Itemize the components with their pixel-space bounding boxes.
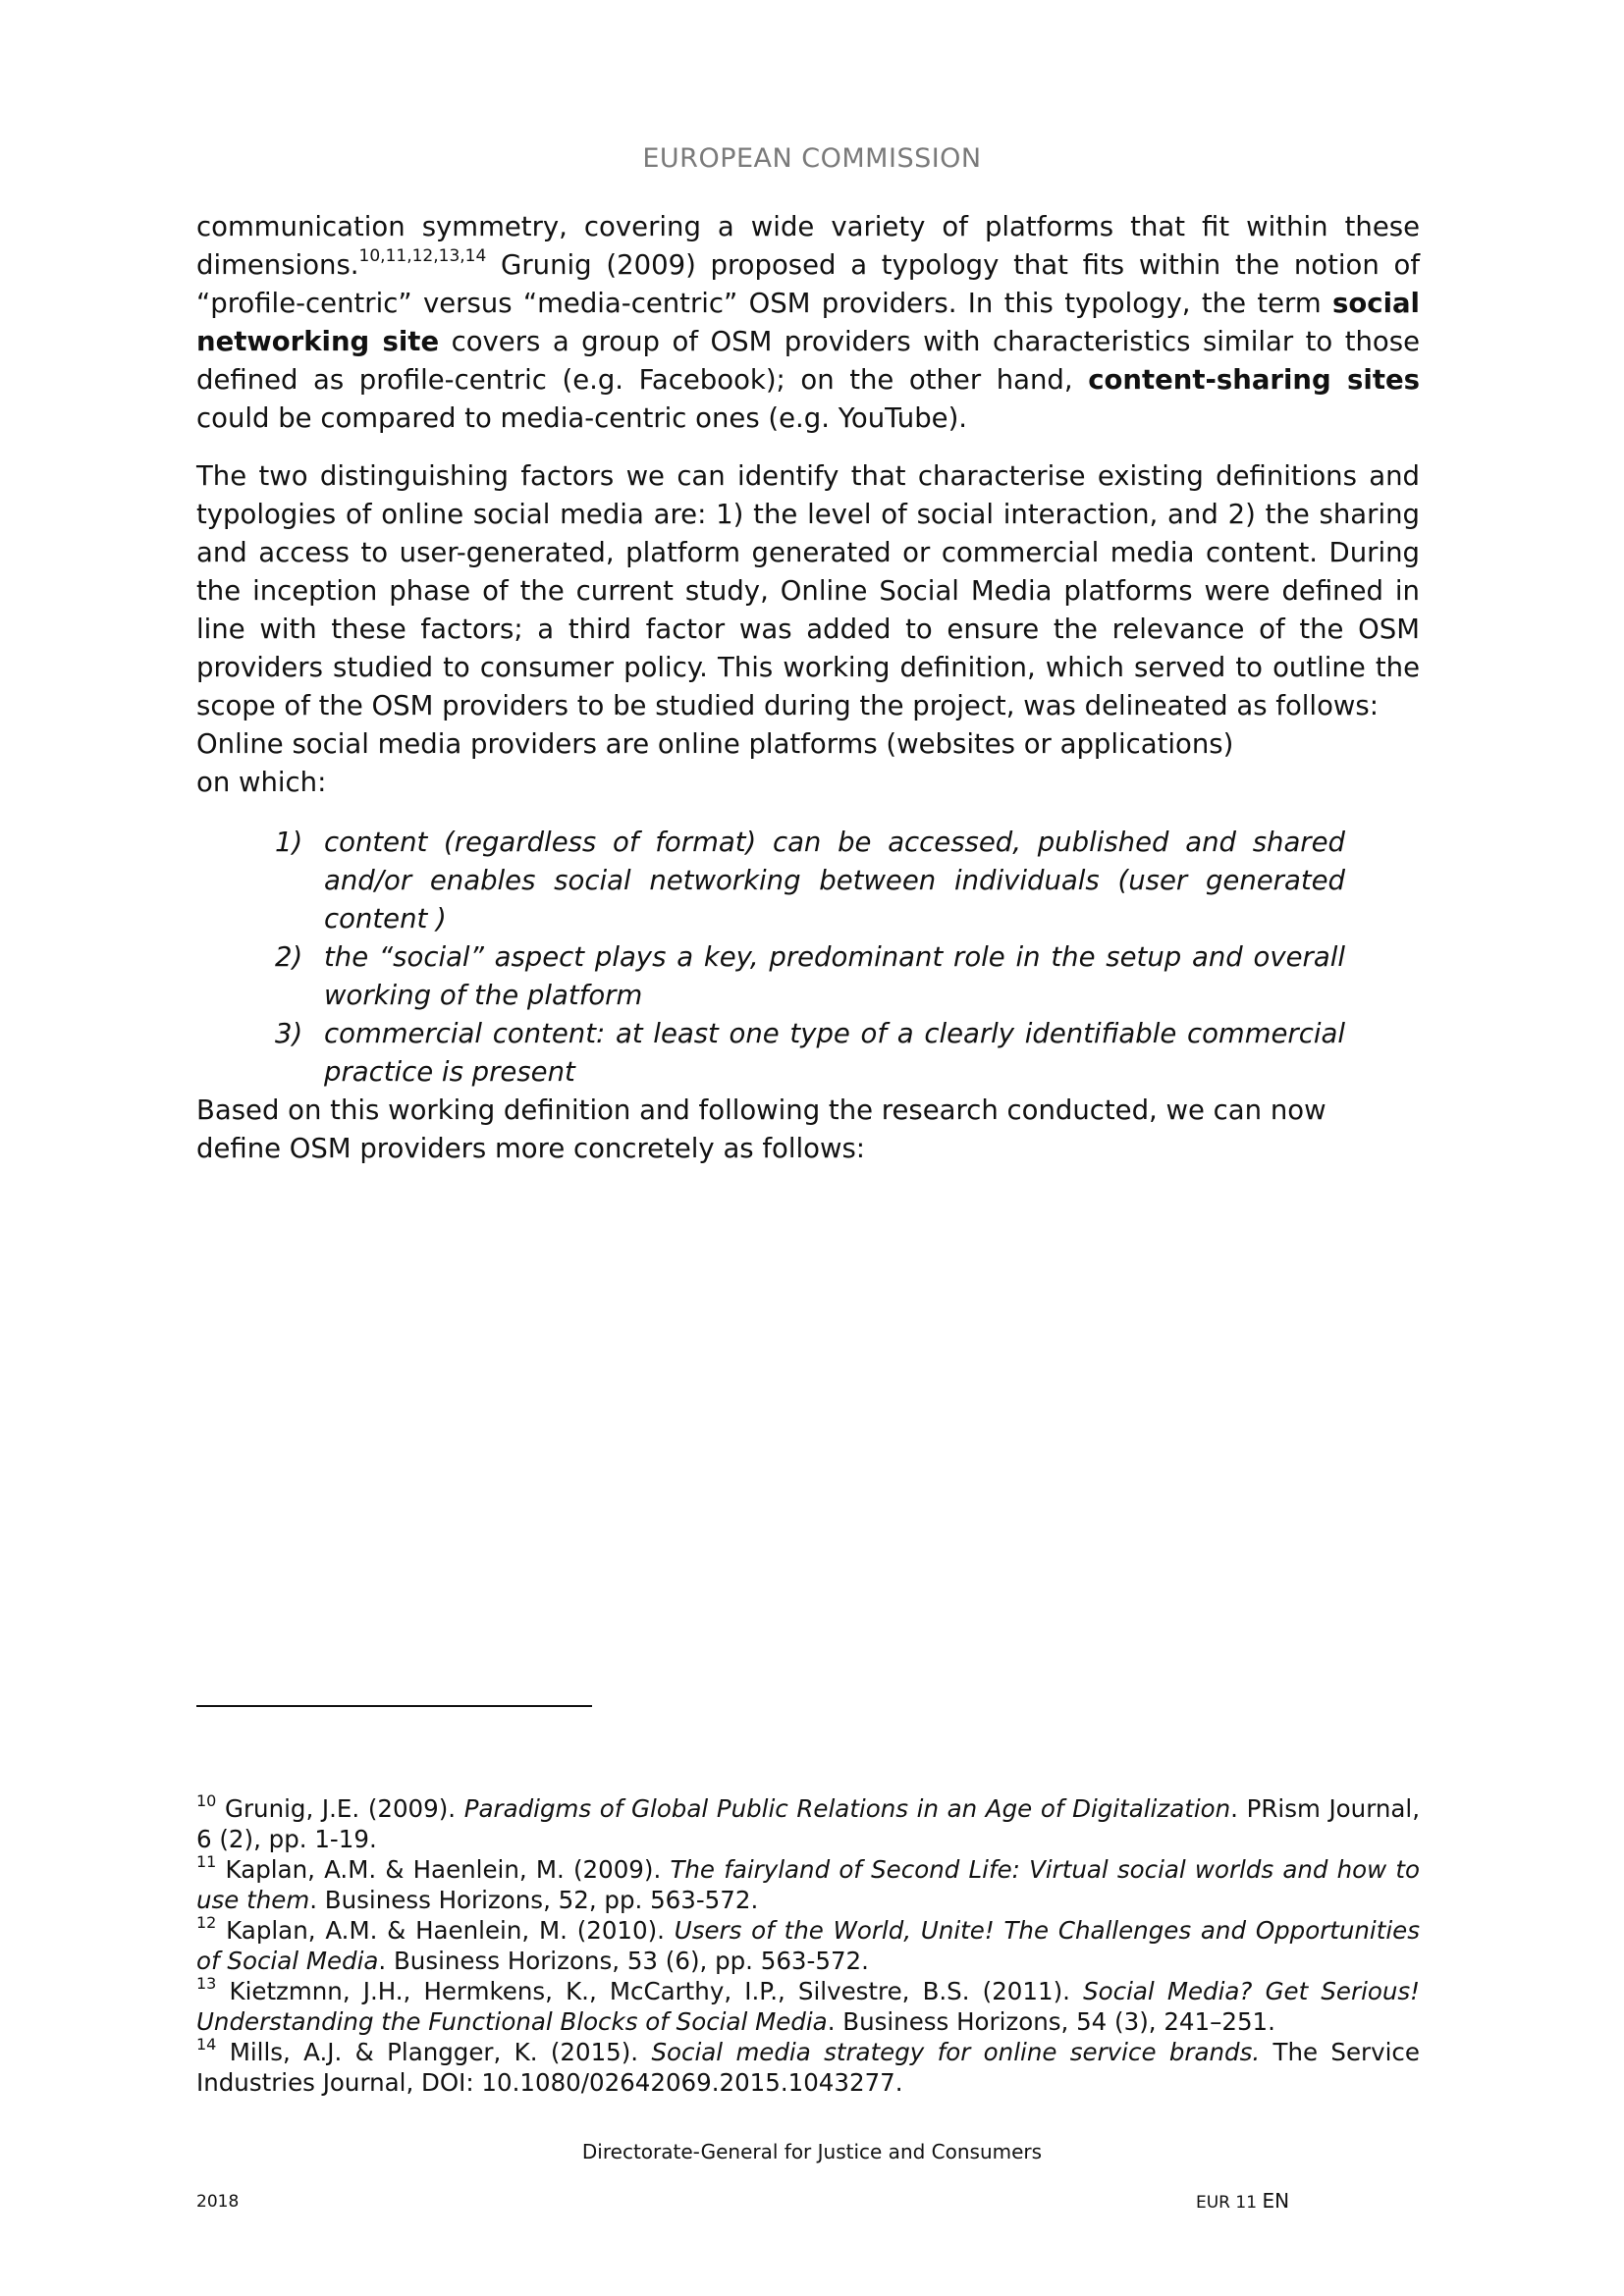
list-item	[275, 824, 1345, 938]
footnote-11	[196, 1854, 1420, 1915]
footnote-text: Mills, A.J. & Plangger, K. (2015).	[216, 2038, 652, 2066]
footnote-text: Grunig, J.E. (2009).	[216, 1794, 464, 1823]
footnote-title: Social Media? Get Serious! Understanding the Functional Blocks of Social Media	[196, 1977, 1420, 2036]
paragraph-1-text-a: communication symmetry, covering a wide variety of platforms that fit within these dimensions.	[196, 211, 1420, 281]
list-item-number: 1)	[275, 827, 303, 858]
paragraph-1-text-b: Grunig (2009) proposed a typology that fits within the notion of “profile-centric” versus “media-centric” OSM providers. In this typology, the term	[196, 249, 1420, 319]
list-item	[275, 938, 1345, 1015]
list-item-number: 2)	[275, 941, 303, 973]
footnote-separator	[196, 1705, 592, 1707]
list-item	[275, 1015, 1345, 1092]
footnote-number: 11	[196, 1852, 217, 1871]
footnotes	[196, 1793, 1420, 2098]
footnote-number: 10	[196, 1791, 217, 1810]
list-item-number: 3)	[275, 1018, 303, 1049]
footnote-title: Paradigms of Global Public Relations in an Age of Digitalization	[463, 1794, 1231, 1823]
footnote-12	[196, 1915, 1420, 1976]
list-item-text: content (regardless of format) can be accessed, published and shared and/or enables social networking between individuals (user generated content )	[324, 827, 1345, 934]
paragraph-3: Based on this working definition and following the research conducted, we can now define OSM providers more concretely as follows:	[196, 1095, 1326, 1164]
footer-ref: EUR 11	[1196, 2193, 1258, 2213]
footnote-13	[196, 1976, 1420, 2037]
footnote-text: . Business Horizons, 53 (6), pp. 563-572.	[378, 1947, 869, 1975]
footnote-number: 12	[196, 1913, 217, 1932]
footer-year: 2018	[196, 2192, 240, 2212]
page-header: EUROPEAN COMMISSION	[642, 143, 982, 174]
footnote-text: . PRism Journal, 6 (2), pp. 1-19.	[196, 1794, 1420, 1853]
footnote-14	[196, 2037, 1420, 2098]
main-content	[196, 208, 1420, 1168]
definition-intro: Online social media providers are online platforms (websites or applications) on which:	[196, 728, 1234, 798]
paragraph-2: The two distinguishing factors we can identify that characterise existing definitions and typologies of online social media are: 1) the level of social interaction, and 2) the sharing and access to user-generated, platform generated or commercial media content. During the inception phase of the current study, Online Social Media platforms were defined in line with these factors; a third factor was added to ensure the relevance of the OSM providers studied to consumer policy. This working definition, which served to outline the scope of the OSM providers to be studied during the project, was delineated as follows:	[196, 460, 1420, 721]
footnote-title: The fairyland of Second Life: Virtual social worlds and how to use them	[196, 1855, 1420, 1914]
footer-language: EN	[1262, 2189, 1290, 2213]
footnote-title: Users of the World, Unite! The Challenges and Opportunities of Social Media	[196, 1916, 1420, 1975]
footnote-title: Social media strategy for online service brands.	[651, 2038, 1261, 2066]
footnote-number: 13	[196, 1974, 217, 1993]
footnote-text: Kaplan, A.M. & Haenlein, M. (2009).	[216, 1855, 671, 1884]
footnote-10	[196, 1793, 1420, 1854]
footnote-refs: 10,11,12,13,14	[358, 246, 487, 266]
paragraph-1-text-c: covers a group of OSM providers with characteristics similar to those defined as profile-centric (e.g. Facebook); on the other hand,	[196, 326, 1420, 396]
list-item-text: the “social” aspect plays a key, predominant role in the setup and overall working of the platform	[324, 941, 1345, 1011]
footnote-text: . Business Horizons, 52, pp. 563-572.	[309, 1886, 759, 1914]
list-item-text: commercial content: at least one type of a clearly identifiable commercial practice is present	[324, 1018, 1345, 1088]
footnote-number: 14	[196, 2035, 217, 2054]
definition-list	[275, 824, 1345, 1092]
footer-reference	[1196, 2189, 1289, 2213]
paragraph-1	[196, 208, 1420, 438]
term-social-networking-site: social networking site	[196, 288, 1420, 357]
footnote-text: . Business Horizons, 54 (3), 241–251.	[827, 2007, 1275, 2036]
term-content-sharing-sites: content-sharing sites	[1088, 364, 1420, 396]
paragraph-1-text-d: could be compared to media-centric ones (e.g. YouTube).	[196, 402, 968, 434]
footnote-text: Kaplan, A.M. & Haenlein, M. (2010).	[216, 1916, 675, 1945]
footnote-text: The Service Industries Journal, DOI: 10.1080/02642069.2015.1043277.	[196, 2038, 1420, 2097]
footer-directorate: Directorate-General for Justice and Consumers	[581, 2140, 1043, 2163]
footnote-text: Kietzmnn, J.H., Hermkens, K., McCarthy, I.P., Silvestre, B.S. (2011).	[216, 1977, 1084, 2005]
